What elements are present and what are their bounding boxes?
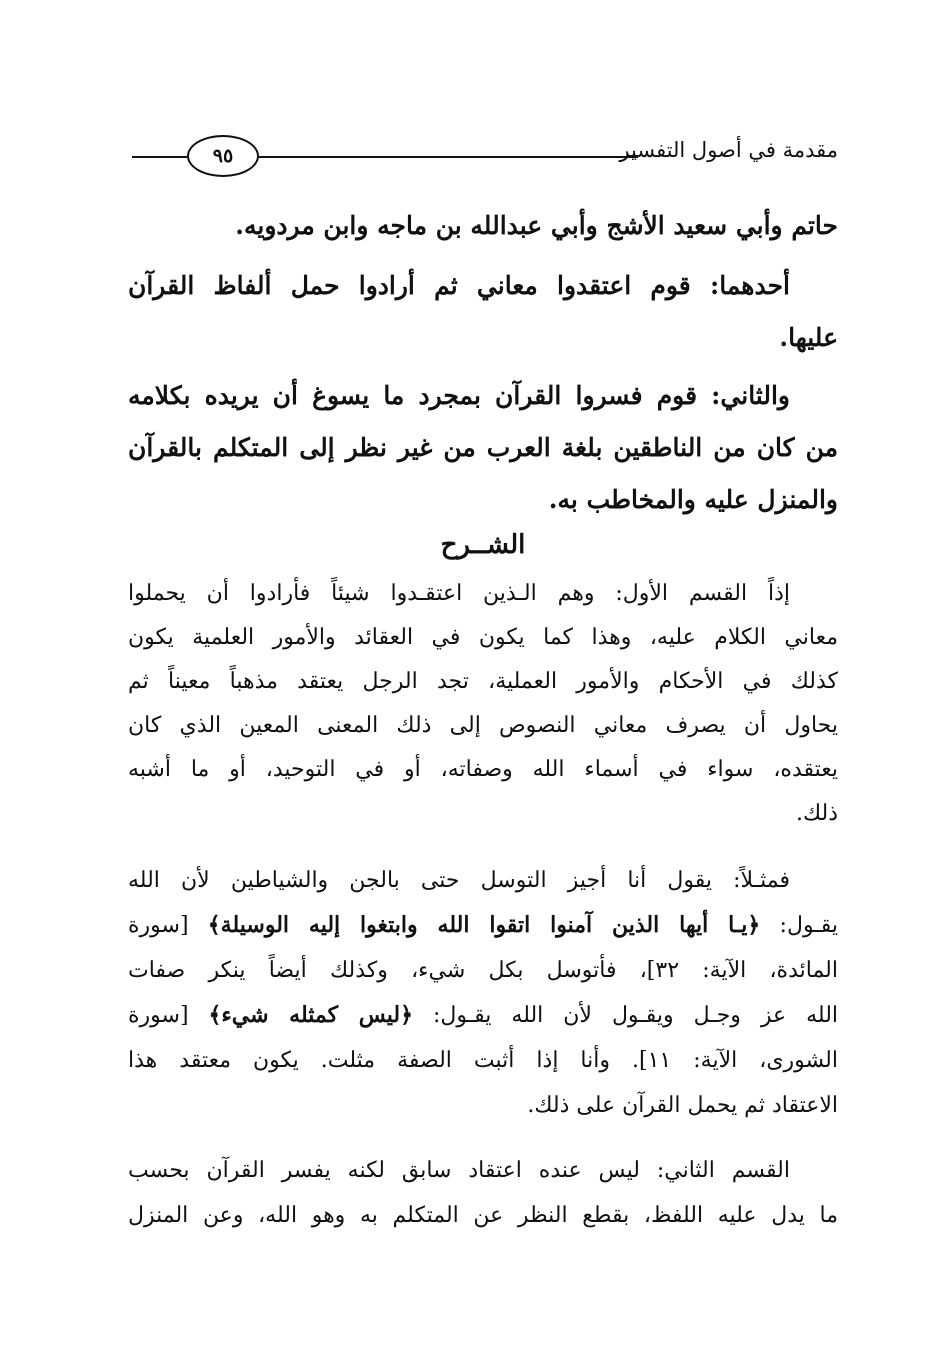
text-paragraph (128, 1148, 838, 1238)
text-span: الله عز وجـل ويقـول لأن الله يقـول: (413, 1003, 839, 1028)
text-line: يحاول أن يصرف معاني النصوص إلى ذلك المعنى المعين الذي كان (128, 713, 838, 738)
text-line: حاتم وأبي سعيد الأشج وأبي عبدالله بن ماجه وابن مردويه. (235, 211, 838, 240)
text-line: يعتقده، سواء في أسماء الله وصفاته، أو في التوحيد، أو ما أشبه (128, 757, 838, 782)
text-line: أحدهما: قوم اعتقدوا معاني ثم أرادوا حمل ألفاظ القرآن (128, 271, 790, 300)
text-line (128, 903, 838, 948)
text-line: ما يدل عليه اللفظ، بقطع النظر عن المتكلم به وهو الله، وعن المنزل (128, 1203, 838, 1228)
text-line: كذلك في الأحكام والأمور العملية، تجد الرجل يعتقد مذهباً معيناً ثم (128, 669, 838, 694)
text-span: [سورة (128, 1003, 209, 1028)
text-span: [سورة (128, 913, 208, 938)
book-title: مقدمة في أصول التفسير (619, 138, 838, 162)
text-paragraph (128, 260, 838, 364)
text-line: ذلك. (795, 801, 838, 826)
text-span: يقـول: (760, 913, 839, 938)
text-line: المائدة، الآية: ٣٢]، فأتوسل بكل شيء، وكذلك أيضاً ينكر صفات (128, 958, 838, 983)
page-number (187, 135, 259, 177)
text-line: والمنزل عليه والمخاطب به. (548, 485, 838, 514)
text-line (128, 993, 838, 1038)
text-line: إذاً القسم الأول: وهم الـذين اعتقـدوا شيئاً فأرادوا أن يحملوا (128, 581, 790, 606)
text-paragraph (128, 572, 838, 836)
section-heading: الشــرح (440, 530, 526, 560)
text-line: القسم الثاني: ليس عنده اعتقاد سابق لكنه يفسر القرآن بحسب (128, 1158, 790, 1183)
header-rule (258, 156, 638, 158)
text-paragraph (128, 200, 838, 252)
text-paragraph (128, 858, 838, 1128)
text-line: الاعتقاد ثم يحمل القرآن على ذلك. (527, 1093, 838, 1118)
quran-verse: ﴿ليس كمثله شيء﴾ (208, 1002, 413, 1028)
text-line: فمثـلاً: يقول أنا أجيز التوسل حتى بالجن والشياطين لأن الله (128, 868, 790, 893)
page-number-text: ٩٥ (212, 145, 234, 167)
text-paragraph (128, 370, 838, 526)
text-line: معاني الكلام عليه، وهذا كما يكون في العقائد والأمور العلمية يكون (128, 625, 838, 650)
page-header (132, 128, 838, 188)
text-line: والثاني: قوم فسروا القرآن بمجرد ما يسوغ أن يريده بكلامه (128, 381, 790, 410)
text-line: عليها. (779, 323, 838, 352)
text-line: من كان من الناطقين بلغة العرب من غير نظر إلى المتكلم بالقرآن (128, 433, 838, 462)
header-rule (132, 156, 187, 158)
quran-verse: ﴿يـا أيها الذين آمنوا اتقوا الله وابتغوا إليه الوسيلة﴾ (207, 912, 761, 938)
text-line: الشورى، الآية: ١١]. وأنا إذا أثبت الصفة مثلت. يكون معتقد هذا (128, 1048, 838, 1073)
